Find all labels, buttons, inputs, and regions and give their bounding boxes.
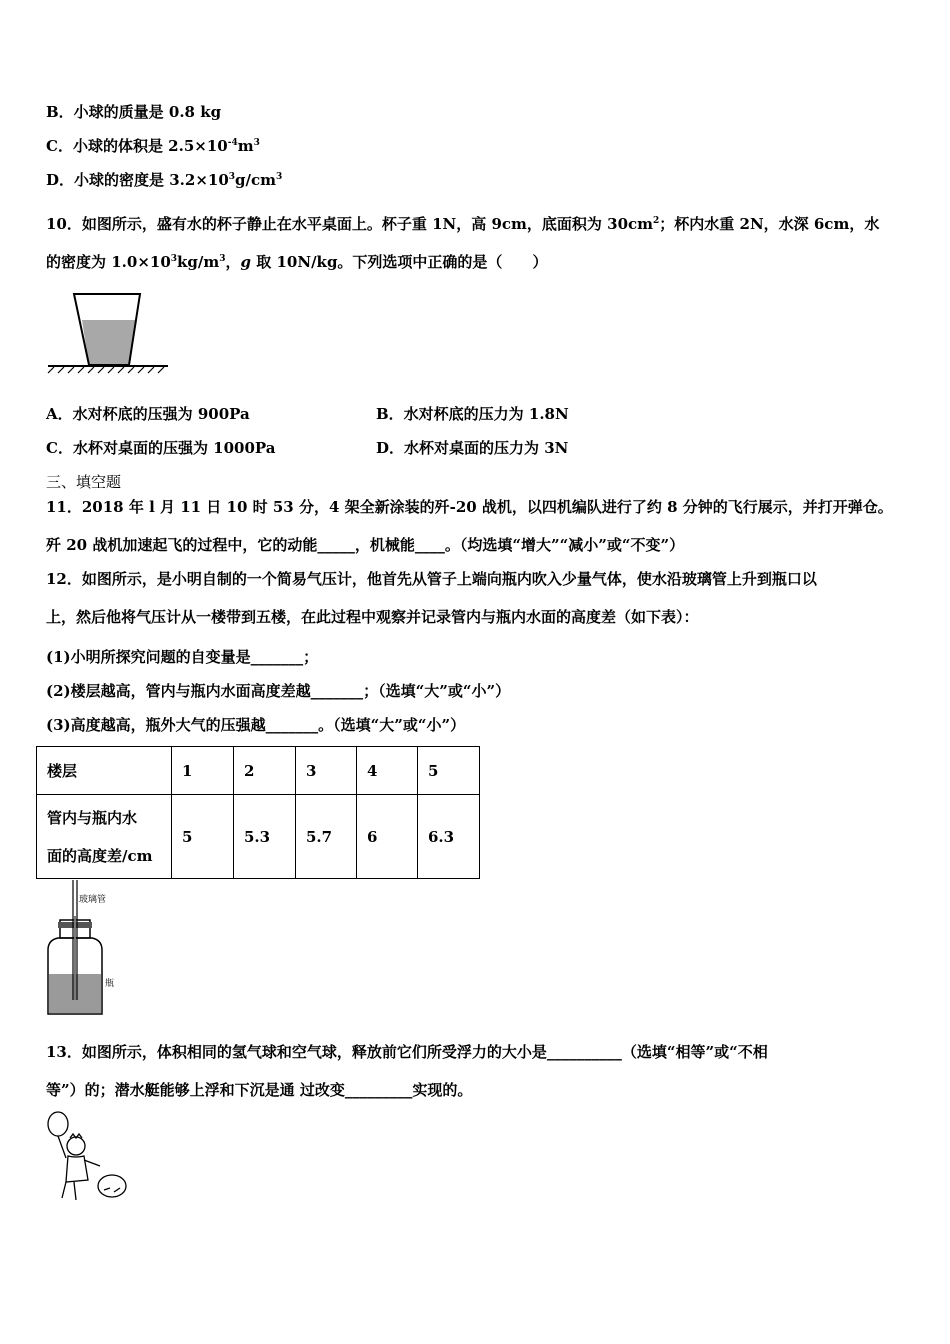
table-cell: 2 <box>234 747 296 795</box>
balloon-string <box>58 1136 66 1158</box>
table-row <box>37 795 480 879</box>
table-header-height-diff: 管内与瓶内水 面的高度差/cm <box>37 795 172 879</box>
q10-stem-line2: 的密度为 $1.0\times 10^3kg/m^3$，g 取 10N/kg。下列选项中正确的是（ ） <box>46 253 548 271</box>
q10-option-d: D．水杯对桌面的压力为 3N <box>376 439 569 457</box>
table-cell: 3 <box>296 747 357 795</box>
child-head <box>67 1137 85 1155</box>
hydrogen-balloon <box>48 1112 68 1136</box>
q11-stem-line2: 歼 20 战机加速起飞的过程中，它的动能_____，机械能____。（均选填“增大”“减小”或“不变”） <box>46 536 685 554</box>
cup-on-table-figure <box>44 290 170 376</box>
height-difference-table <box>36 746 480 879</box>
water-in-cup <box>82 320 137 365</box>
table-cell: 5 <box>172 795 234 879</box>
tube-water-column <box>74 916 76 1000</box>
q10-stem-line1: 10．如图所示，盛有水的杯子静止在水平桌面上。杯子重 1N，高 9cm，底面积为 $30cm^2$；杯内水重 2N，水深 6cm，水 <box>46 215 880 233</box>
q13-stem-line2: 等”）的；潜水艇能够上浮和下沉是通 过改变_________实现的。 <box>46 1081 473 1099</box>
q13-stem-line1: 13．如图所示，体积相同的氢气球和空气球，释放前它们所受浮力的大小是__________（选填“相等”或“不相 <box>46 1043 768 1061</box>
table-cell: 4 <box>357 747 418 795</box>
q12-sub3: (3)高度越高，瓶外大气的压强越_______。（选填“大”或“小”） <box>46 716 466 734</box>
balloons-cartoon-figure <box>44 1110 134 1206</box>
section-title-fill-in: 三、填空题 <box>46 473 122 491</box>
q10-option-b: B．水对杯底的压力为 1.8N <box>376 405 569 423</box>
label-glass-tube: 玻璃管 <box>79 895 107 905</box>
table-row <box>37 747 480 795</box>
q9-option-d: D．小球的密度是 $3.2\times 10^3g/cm^3$ <box>46 171 283 189</box>
table-cell: 6.3 <box>418 795 480 879</box>
table-cell: 6 <box>357 795 418 879</box>
label-bottle: 瓶 <box>105 979 115 989</box>
table-cell: 1 <box>172 747 234 795</box>
q9-option-b: B．小球的质量是 0.8 kg <box>46 103 222 121</box>
table-header-floor: 楼层 <box>37 747 172 795</box>
q12-sub1: (1)小明所探究问题的自变量是_______； <box>46 648 319 666</box>
table-cell: 5.7 <box>296 795 357 879</box>
table-hatching <box>48 367 164 373</box>
q11-stem-line1: 11．2018 年 l 月 11 日 10 时 53 分，4 架全新涂装的歼-20 战机，以四机编队进行了约 8 分钟的飞行展示，并打开弹仓。 <box>46 498 893 516</box>
q9-option-c: C．小球的体积是 $2.5\times 10^{-4}m^3$ <box>46 137 260 155</box>
q10-option-c: C．水杯对桌面的压强为 1000Pa <box>46 439 276 457</box>
q12-sub2: (2)楼层越高，管内与瓶内水面高度差越_______；（选填“大”或“小”） <box>46 682 511 700</box>
table-cell: 5.3 <box>234 795 296 879</box>
q10-option-a: A．水对杯底的压强为 900Pa <box>46 405 250 423</box>
q12-stem-line1: 12．如图所示，是小明自制的一个简易气压计，他首先从管子上端向瓶内吹入少量气体，使水沿玻璃管上升到瓶口以 <box>46 570 817 588</box>
air-balloon-detail <box>104 1188 120 1192</box>
air-balloon <box>98 1175 126 1197</box>
child-arm <box>84 1160 100 1166</box>
q12-stem-line2: 上，然后他将气压计从一楼带到五楼，在此过程中观察并记录管内与瓶内水面的高度差（如下表）： <box>46 608 699 626</box>
child-legs <box>62 1182 76 1200</box>
table-cell: 5 <box>418 747 480 795</box>
